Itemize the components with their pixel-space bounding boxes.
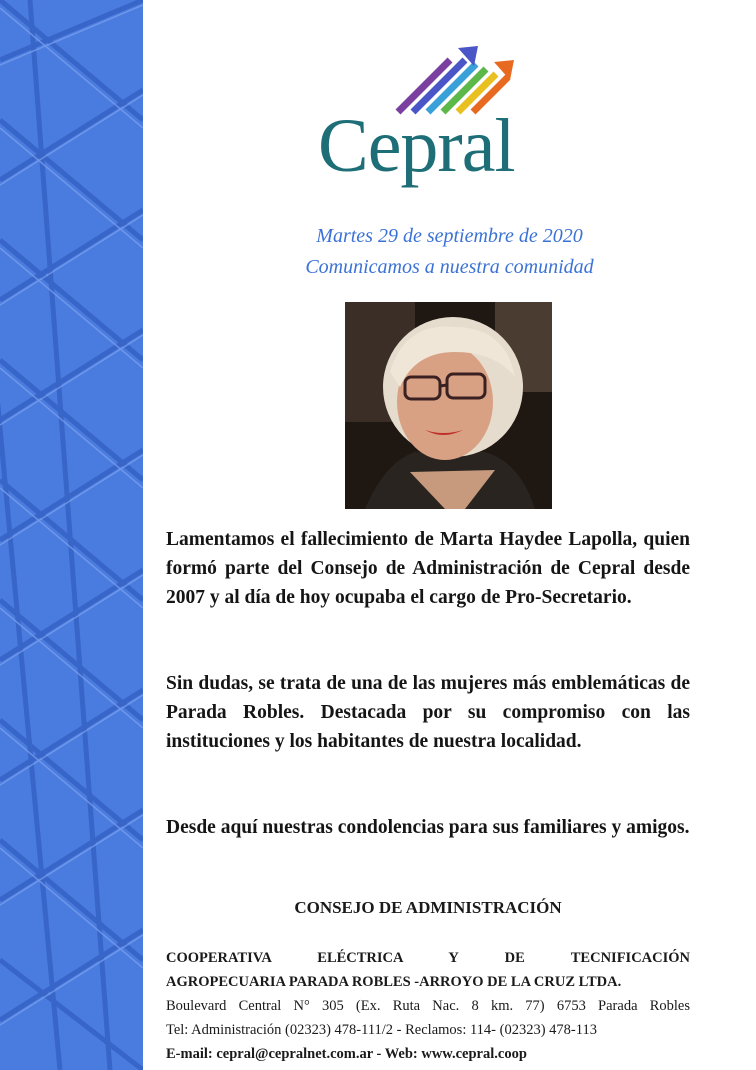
announcement-date: Martes 29 de septiembre de 2020 [316,225,583,247]
side-decoration-panel [0,0,143,1070]
footer-address: Boulevard Central N° 305 (Ex. Ruta Nac. 8 km. 77) 6753 Parada Robles [166,998,690,1014]
condolence-paragraph-3: Desde aquí nuestras condolencias para sus familiares y amigos. [166,817,690,838]
condolence-paragraph-1: Lamentamos el fallecimiento de Marta Haydee Lapolla, quien formó parte del Consejo de Administración de Cepral desde 2007 y al día de hoy ocupaba el cargo de Pro-Secretario. [166,529,690,608]
footer-coop-line-2: AGROPECUARIA PARADA ROBLES -ARROYO DE LA CRUZ LTDA. [166,974,622,990]
announcement-intro: Comunicamos a nuestra comunidad [305,256,594,278]
cepral-logo [318,40,558,188]
signature-council: CONSEJO DE ADMINISTRACIÓN [294,898,562,917]
portrait-illustration [345,302,552,509]
portrait-photo [345,302,552,509]
footer-contact: E-mail: cepral@cepralnet.com.ar - Web: www.cepral.coop [166,1046,527,1062]
geometric-lattice-graphic [0,0,143,1070]
footer-coop-line-1: COOPERATIVA ELÉCTRICA Y DE TECNIFICACIÓN [166,950,690,966]
brand-wordmark: Cepral [318,104,515,188]
footer-phones: Tel: Administración (02323) 478-111/2 - Reclamos: 114- (02323) 478-113 [166,1022,597,1038]
condolence-paragraph-2: Sin dudas, se trata de una de las mujeres más emblemáticas de Parada Robles. Destacada por su compromiso con las instituciones y los habitantes de nuestra localidad. [166,673,690,752]
